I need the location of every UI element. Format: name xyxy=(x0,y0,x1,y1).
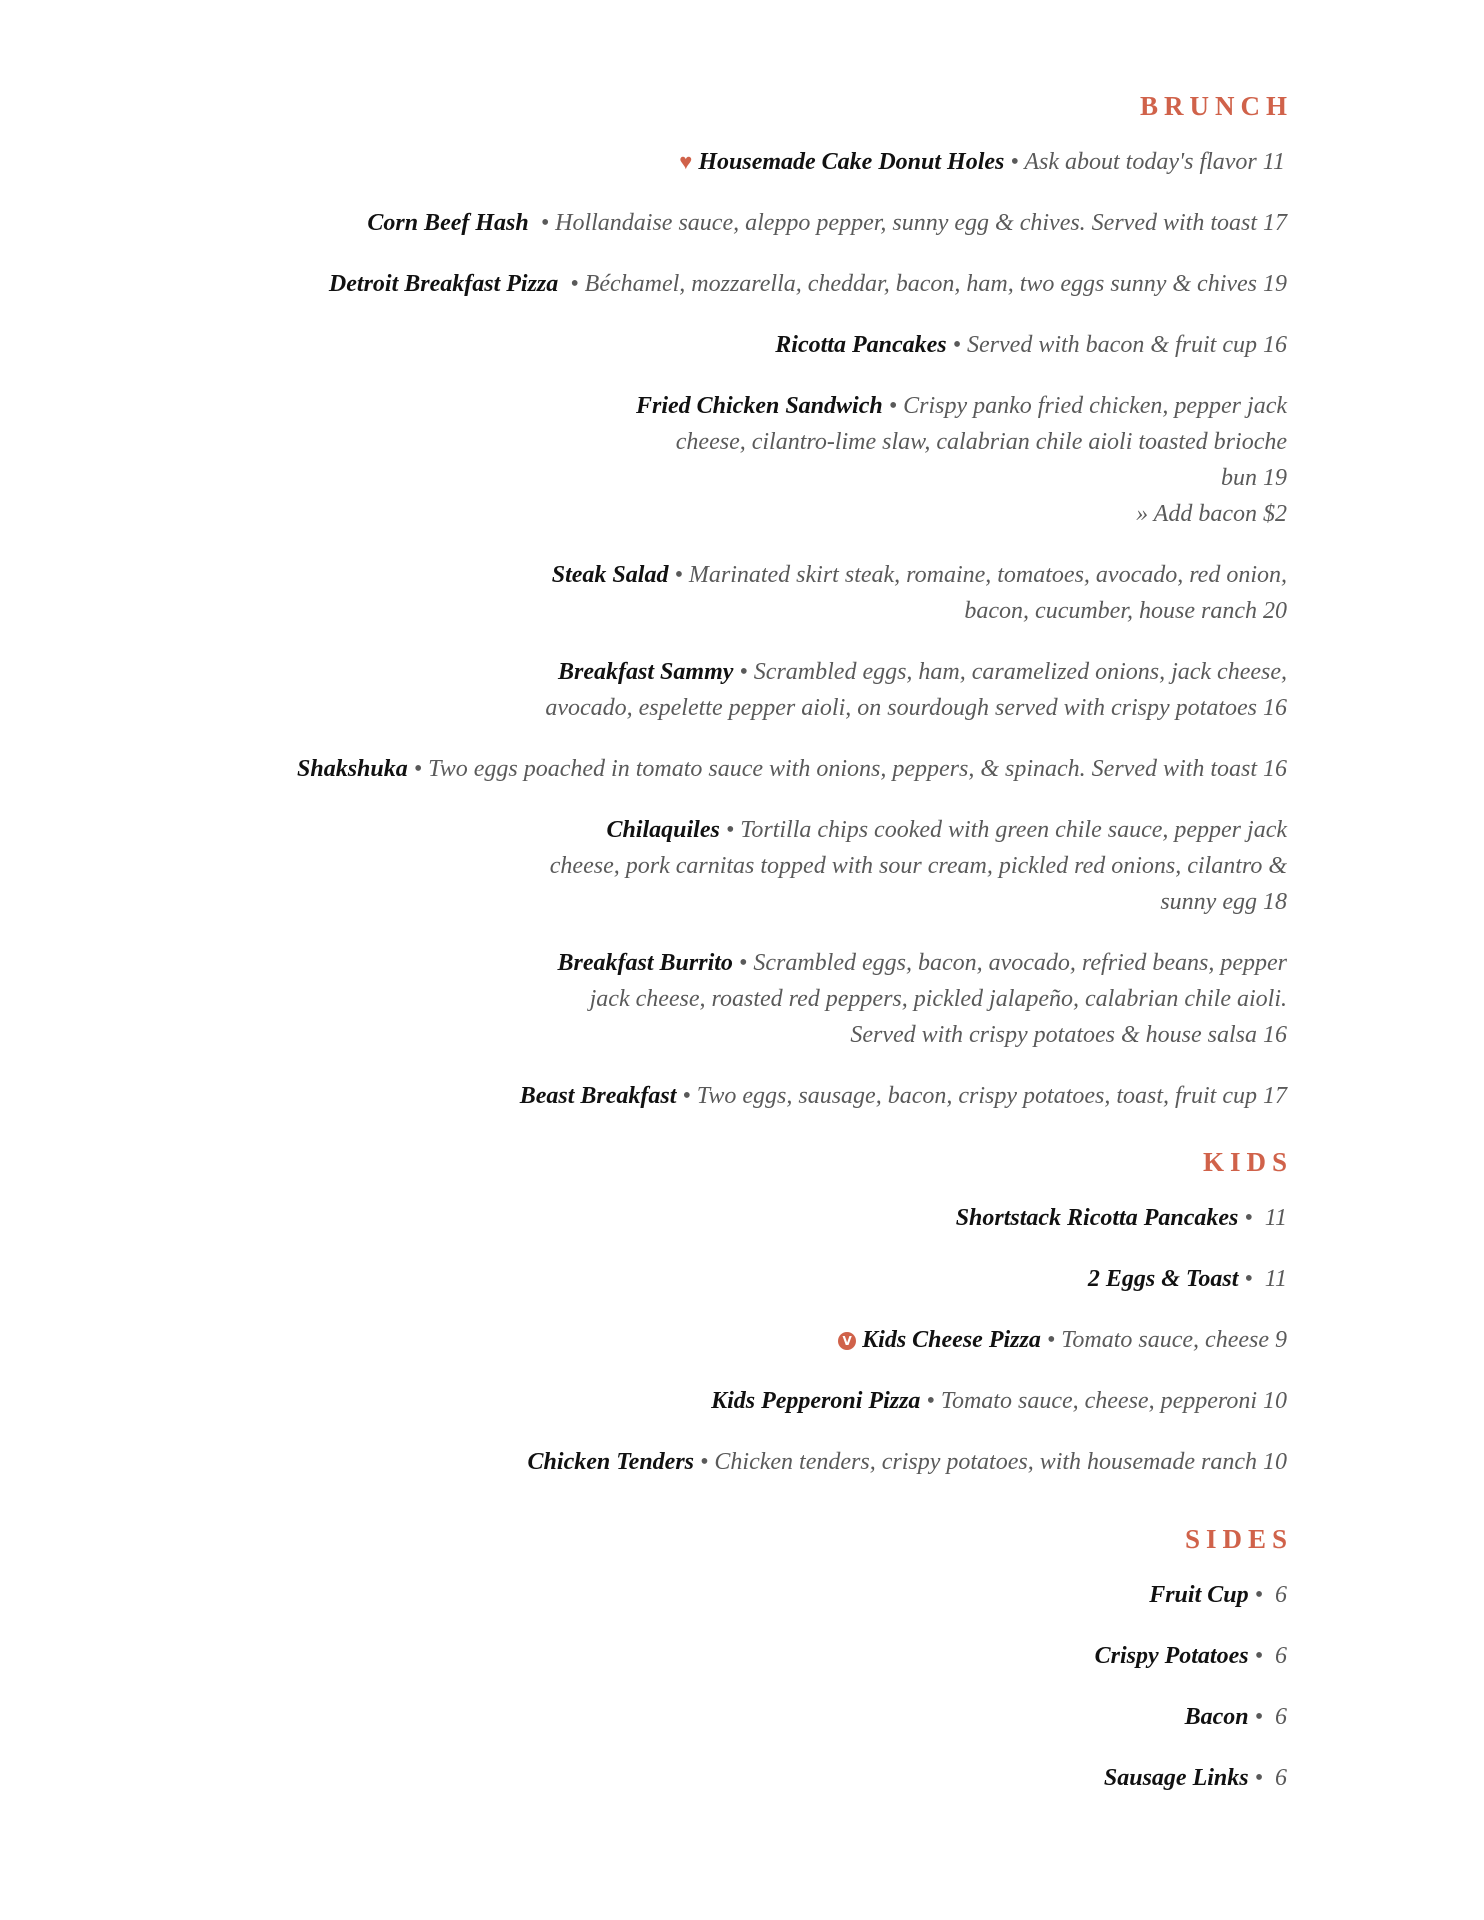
menu-item: V Kids Cheese Pizza • Tomato sauce, cheese 9 xyxy=(127,1322,1287,1358)
menu-item: Fruit Cup • 6 xyxy=(1149,1582,1287,1608)
item-desc: Scrambled eggs, ham, caramelized onions, jack cheese, avocado, espelette pepper aioli, on sourdough served with crispy potatoes xyxy=(545,659,1287,721)
item-name: Breakfast Sammy xyxy=(558,659,734,685)
menu-item: Breakfast Burrito • Scrambled eggs, bacon, avocado, refried beans, pepper jack cheese, roasted red peppers, pickled jalapeño, calabrian chile aioli. Served with crispy potatoes & house salsa 16 xyxy=(557,950,1287,1048)
menu-item: Shortstack Ricotta Pancakes • 11 xyxy=(955,1205,1287,1231)
item-price: 16 xyxy=(1263,332,1287,358)
item-desc: Béchamel, mozzarella, cheddar, bacon, ham, two eggs sunny & chives xyxy=(584,271,1257,297)
item-price: 19 xyxy=(1263,271,1287,297)
item-name: Shortstack Ricotta Pancakes xyxy=(955,1205,1239,1231)
item-desc: Ask about today's flavor xyxy=(1024,149,1257,175)
item-name: Beast Breakfast xyxy=(519,1083,677,1109)
section-title-kids: KIDS xyxy=(1202,1147,1293,1177)
item-price: 6 xyxy=(1275,1643,1287,1669)
item-name: Breakfast Burrito xyxy=(557,950,733,976)
item-name: Chilaquiles xyxy=(606,817,720,843)
item-name: Housemade Cake Donut Holes xyxy=(698,149,1005,175)
item-name: Fruit Cup xyxy=(1149,1582,1249,1608)
item-price: 16 xyxy=(1263,695,1287,721)
item-price: 17 xyxy=(1263,1083,1287,1109)
item-desc: Two eggs, sausage, bacon, crispy potatoes, toast, fruit cup xyxy=(696,1083,1257,1109)
item-desc: Two eggs poached in tomato sauce with onions, peppers, & spinach. Served with toast xyxy=(428,756,1257,782)
item-desc: Tomato sauce, cheese xyxy=(1061,1327,1269,1353)
menu-item: Ricotta Pancakes • Served with bacon & fruit cup 16 xyxy=(775,332,1287,358)
menu-item: Sausage Links • 6 xyxy=(1103,1765,1287,1791)
menu-item: Shakshuka • Two eggs poached in tomato sauce with onions, peppers, & spinach. Served with toast 16 xyxy=(297,756,1287,782)
item-name: Crispy Potatoes xyxy=(1094,1643,1249,1669)
item-price: 11 xyxy=(1264,1205,1287,1231)
item-desc: Served with bacon & fruit cup xyxy=(967,332,1257,358)
item-price: 6 xyxy=(1275,1765,1287,1791)
item-price: 6 xyxy=(1275,1704,1287,1730)
item-addon: » Add bacon $2 xyxy=(1136,501,1287,527)
menu-item: Steak Salad • Marinated skirt steak, romaine, tomatoes, avocado, red onion, bacon, cucumber, house ranch 20 xyxy=(551,562,1287,624)
item-name: Kids Pepperoni Pizza xyxy=(711,1388,921,1414)
item-price: 11 xyxy=(1262,149,1285,175)
item-desc: Tomato sauce, cheese, pepperoni xyxy=(940,1388,1257,1414)
menu-item: ♥ Housemade Cake Donut Holes • Ask about today's flavor 11 xyxy=(679,149,1285,175)
menu-item: Chilaquiles • Tortilla chips cooked with green chile sauce, pepper jack cheese, pork carnitas topped with sour cream, pickled red onions, cilantro & sunny egg 18 xyxy=(549,817,1287,915)
item-price: 10 xyxy=(1263,1449,1287,1475)
item-desc: Chicken tenders, crispy potatoes, with housemade ranch xyxy=(714,1449,1257,1475)
menu xyxy=(127,88,1293,1821)
item-name: Corn Beef Hash xyxy=(367,210,529,236)
item-price: 16 xyxy=(1263,1022,1287,1048)
menu-item: Breakfast Sammy • Scrambled eggs, ham, caramelized onions, jack cheese, avocado, espelette pepper aioli, on sourdough served with crispy potatoes 16 xyxy=(545,659,1287,721)
item-desc: Tortilla chips cooked with green chile sauce, pepper jack cheese, pork carnitas topped with sour cream, pickled red onions, cilantro & sunny egg xyxy=(549,817,1287,915)
item-name: Kids Cheese Pizza xyxy=(862,1327,1041,1353)
menu-item: Corn Beef Hash • Hollandaise sauce, aleppo pepper, sunny egg & chives. Served with toast 17 xyxy=(367,210,1287,236)
menu-item: Chicken Tenders • Chicken tenders, crispy potatoes, with housemade ranch 10 xyxy=(527,1449,1287,1475)
item-name: 2 Eggs & Toast xyxy=(1087,1266,1239,1292)
item-price: 20 xyxy=(1263,598,1287,624)
item-desc: Scrambled eggs, bacon, avocado, refried beans, pepper jack cheese, roasted red peppers, pickled jalapeño, calabrian chile aioli. Served with crispy potatoes & house salsa xyxy=(589,950,1287,1048)
menu-item: Kids Pepperoni Pizza • Tomato sauce, cheese, pepperoni 10 xyxy=(711,1388,1287,1414)
item-price: 18 xyxy=(1263,889,1287,915)
menu-item: Beast Breakfast • Two eggs, sausage, bacon, crispy potatoes, toast, fruit cup 17 xyxy=(519,1083,1287,1109)
item-price: 17 xyxy=(1263,210,1287,236)
section-title-brunch: BRUNCH xyxy=(1139,91,1293,121)
heart-icon: ♥ xyxy=(679,149,693,174)
item-desc: Marinated skirt steak, romaine, tomatoes, avocado, red onion, bacon, cucumber, house ranch xyxy=(688,562,1287,624)
menu-item: Crispy Potatoes • 6 xyxy=(1094,1643,1287,1669)
item-desc: Hollandaise sauce, aleppo pepper, sunny egg & chives. Served with toast xyxy=(555,210,1257,236)
vegetarian-icon: V xyxy=(838,1332,856,1350)
menu-item: Detroit Breakfast Pizza • Béchamel, mozzarella, cheddar, bacon, ham, two eggs sunny & chives 19 xyxy=(328,271,1287,297)
item-name: Ricotta Pancakes xyxy=(775,332,947,358)
item-name: Sausage Links xyxy=(1103,1765,1249,1791)
item-name: Chicken Tenders xyxy=(527,1449,695,1475)
item-name: Fried Chicken Sandwich xyxy=(635,393,883,419)
section-title-sides: SIDES xyxy=(1184,1524,1293,1554)
item-price: 19 xyxy=(1263,465,1287,491)
item-name: Bacon xyxy=(1184,1704,1249,1730)
item-desc: Crispy panko fried chicken, pepper jack cheese, cilantro-lime slaw, calabrian chile aioli toasted brioche bun xyxy=(675,393,1287,491)
menu-item: Bacon • 6 xyxy=(1184,1704,1287,1730)
item-price: 6 xyxy=(1275,1582,1287,1608)
item-price: 9 xyxy=(1275,1327,1287,1353)
item-price: 11 xyxy=(1264,1266,1287,1292)
item-price: 10 xyxy=(1263,1388,1287,1414)
item-name: Detroit Breakfast Pizza xyxy=(328,271,559,297)
menu-item: Fried Chicken Sandwich • Crispy panko fried chicken, pepper jack cheese, cilantro-lime slaw, calabrian chile aioli toasted brioche bun 19 » Add bacon $2 xyxy=(127,388,1287,532)
item-name: Shakshuka xyxy=(297,756,408,782)
menu-item: 2 Eggs & Toast • 11 xyxy=(1087,1266,1287,1292)
item-price: 16 xyxy=(1263,756,1287,782)
item-name: Steak Salad xyxy=(551,562,669,588)
